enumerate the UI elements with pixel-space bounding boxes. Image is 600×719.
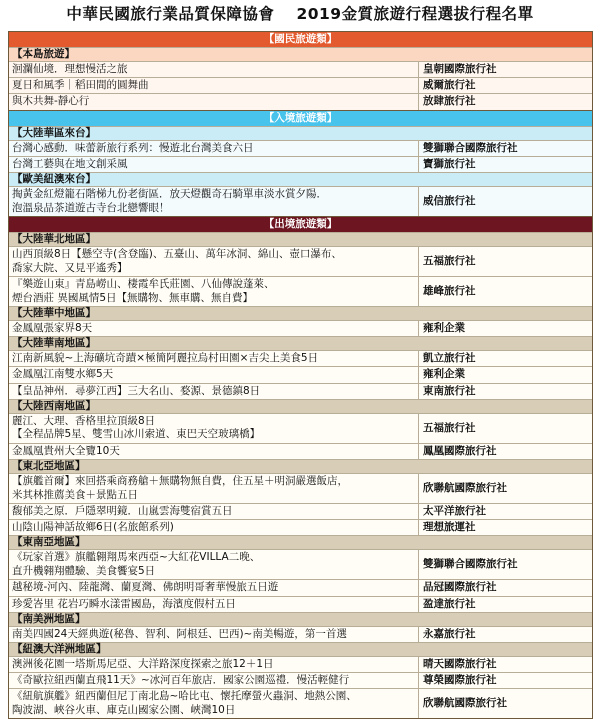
itinerary-name xyxy=(9,474,418,503)
group-header: 【東北亞地區】 xyxy=(9,459,592,473)
itinerary-name: 南美四國24天經典遊(秘魯、智利、阿根廷、巴西)~南美暢遊，第一首選 xyxy=(12,627,347,640)
itinerary-line: 山西頂級8日【懸空寺(含登臨)、五臺山、萬年冰洞、綿山、壺口瀑布、 xyxy=(12,248,342,261)
table-row xyxy=(9,276,592,306)
itinerary-name: 《奇歐拉紐西蘭直飛11天》~冰河百年旅店．國家公園巡禮．慢活輕健行 xyxy=(12,674,350,687)
agency-name: 威信旅行社 xyxy=(418,187,592,216)
agency-name: 永嘉旅行社 xyxy=(418,627,592,642)
section-header-inbound: 【入境旅遊類】 xyxy=(9,110,592,126)
itinerary-name: 馥郁美之原．戶隱翠明鏡．山嵐雲海雙宿賞五日 xyxy=(12,505,233,518)
itinerary-line: 米其林推薦美食＋景點五日 xyxy=(12,488,138,501)
itinerary-line: 【全程品牌5星、雙雪山冰川索道、東巴天空玻璃橋】 xyxy=(12,428,261,441)
itinerary-name: 台灣工藝與在地文創采風 xyxy=(12,157,128,170)
itinerary-line: 泡溫泉品茶道遊古寺台北戀響眼！ xyxy=(12,201,170,214)
itinerary-name: 台灣心感動．味蕾新旅行系列：慢遊北台灣美食六日 xyxy=(12,141,254,154)
table-row xyxy=(9,626,592,642)
table-row xyxy=(9,473,592,503)
table-row xyxy=(9,519,592,535)
itinerary-line: 掏黃金紅燈籠石階梯九份老街區．放天燈觀奇石騎單車淡水賞夕陽． xyxy=(12,188,327,201)
table-row xyxy=(9,688,592,718)
itinerary-name: 洄瀾仙境．理想慢活之旅 xyxy=(12,63,128,75)
agency-name: 品冠國際旅行社 xyxy=(418,580,592,595)
itinerary-name xyxy=(9,247,418,276)
table-row xyxy=(9,77,592,93)
group-header: 【大陸華區來台】 xyxy=(9,126,592,140)
itinerary-line: 《玩家首選》旗艦翱翔馬來西亞~大紅花VILLA二晚、 xyxy=(12,551,261,564)
agency-name: 尊榮國際旅行社 xyxy=(418,673,592,688)
agency-name: 雍利企業 xyxy=(418,367,592,382)
agency-name: 雍利企業 xyxy=(418,321,592,336)
agency-name: 太平洋旅行社 xyxy=(418,504,592,519)
agency-name: 理想旅運社 xyxy=(418,520,592,535)
table-row xyxy=(9,672,592,688)
table-row xyxy=(9,413,592,443)
itinerary-name: 金鳳凰貴州大全覽10天 xyxy=(12,444,120,457)
agency-name: 鳳凰國際旅行社 xyxy=(418,444,592,459)
itinerary-name: 【皇品神州．尋夢江西】三大名山、婺源、景德鎮8日 xyxy=(12,384,261,397)
agency-name: 雙獅聯合國際旅行社 xyxy=(418,141,592,156)
agency-name: 雙獅聯合國際旅行社 xyxy=(418,550,592,579)
agency-name: 盈達旅行社 xyxy=(418,597,592,612)
table-row xyxy=(9,93,592,109)
itinerary-name: 金鳳凰江南雙水鄉5天 xyxy=(12,368,114,381)
itinerary-name: 珍愛峇里 花岩巧瞬水漾雷國島，海濱度假村五日 xyxy=(12,597,236,610)
itinerary-name: 金鳳凰張家界8天 xyxy=(12,322,93,335)
itinerary-name: 山陰山陽神話故鄉6日(名旅館系列) xyxy=(12,521,174,534)
table-row xyxy=(9,186,592,216)
itinerary-line: 麗江、大理、香格里拉頂級8日 xyxy=(12,414,156,427)
title-org: 中華民國旅行業品質保障協會 xyxy=(66,5,275,23)
table-row xyxy=(9,366,592,382)
group-header: 【大陸華中地區】 xyxy=(9,306,592,320)
agency-name: 放肆旅行社 xyxy=(418,94,592,109)
agency-name: 五福旅行社 xyxy=(418,414,592,443)
group-header: 【紐澳大洋洲地區】 xyxy=(9,642,592,656)
page-title xyxy=(0,0,600,28)
agency-name: 凱立旅行社 xyxy=(418,351,592,366)
title-event: 2019金質旅遊行程選拔行程名單 xyxy=(296,5,534,23)
itinerary-name: 與木共舞-靜心行 xyxy=(12,95,90,108)
itinerary-name: 夏日和風季｜稻田間的圓舞曲 xyxy=(12,79,149,92)
itinerary-line: 『樂遊山東』青島嶗山、棲霞牟氏莊園、八仙傳說蓬萊、 xyxy=(12,278,275,291)
table-row xyxy=(9,383,592,399)
section-header-domestic: 【國民旅遊類】 xyxy=(9,32,592,47)
itinerary-line: 《紐航旗艦》紐西蘭但尼丁南北島~哈比屯、懷托摩螢火蟲洞、地熱公園、 xyxy=(12,690,357,703)
table-row xyxy=(9,61,592,77)
agency-name: 寶獅旅行社 xyxy=(418,157,592,172)
itinerary-name: 澳洲後花園一塔斯馬尼亞、大洋路深度探索之旅12＋1日 xyxy=(12,658,274,671)
itinerary-line: 【旗艦首爾】來回搭乘商務艙＋無購物無自費，住五星＋明洞嚴選飯店， xyxy=(12,475,348,488)
section-header-outbound: 【出境旅遊類】 xyxy=(9,216,592,232)
itinerary-name xyxy=(9,550,418,579)
itinerary-name: 江南新風貌~上海礦坑奇蹟×極簡阿麗拉烏村田園×吉尖上美食5日 xyxy=(12,352,319,365)
itinerary-name xyxy=(9,277,418,306)
itinerary-line: 煙台酒莊 異國風情5日【無購物、無車購、無自費】 xyxy=(12,291,254,304)
itinerary-line: 喬家大院、又見平遙秀】 xyxy=(12,261,128,274)
agency-name: 五福旅行社 xyxy=(418,247,592,276)
itinerary-name xyxy=(9,187,418,216)
group-header: 【大陸華南地區】 xyxy=(9,336,592,350)
table-row xyxy=(9,579,592,595)
table-row xyxy=(9,549,592,579)
group-header: 【東南亞地區】 xyxy=(9,535,592,549)
table-row xyxy=(9,503,592,519)
itinerary-name xyxy=(9,689,418,718)
table-row xyxy=(9,320,592,336)
itinerary-line: 直升機翱翔體驗、美食饗宴5日 xyxy=(12,564,156,577)
itinerary-name: 越秘境-河內、陸龍灣、蘭夏灣、佛朗明哥奢華慢旅五日遊 xyxy=(12,581,279,594)
table-row xyxy=(9,656,592,672)
agency-name: 欣聯航國際旅行社 xyxy=(418,474,592,503)
group-header: 【大陸西南地區】 xyxy=(9,399,592,413)
table-row xyxy=(9,140,592,156)
agency-name: 皇朝國際旅行社 xyxy=(418,62,592,77)
itinerary-table xyxy=(8,31,593,719)
table-row xyxy=(9,156,592,172)
agency-name: 東南旅行社 xyxy=(418,384,592,399)
table-row xyxy=(9,350,592,366)
itinerary-line: 陶波湖、峽谷火車、庫克山國家公園、峽灣10日 xyxy=(12,703,236,716)
agency-name: 威爾旅行社 xyxy=(418,78,592,93)
itinerary-name xyxy=(9,414,418,443)
agency-name: 雄峰旅行社 xyxy=(418,277,592,306)
agency-name: 晴天國際旅行社 xyxy=(418,657,592,672)
group-header: 【歐美紐澳來台】 xyxy=(9,172,592,186)
group-header: 【南美洲地區】 xyxy=(9,612,592,626)
table-row xyxy=(9,596,592,612)
table-row xyxy=(9,443,592,459)
table-row xyxy=(9,246,592,276)
group-header: 【大陸華北地區】 xyxy=(9,232,592,246)
agency-name: 欣聯航國際旅行社 xyxy=(418,689,592,718)
group-header: 【本島旅遊】 xyxy=(9,47,592,61)
